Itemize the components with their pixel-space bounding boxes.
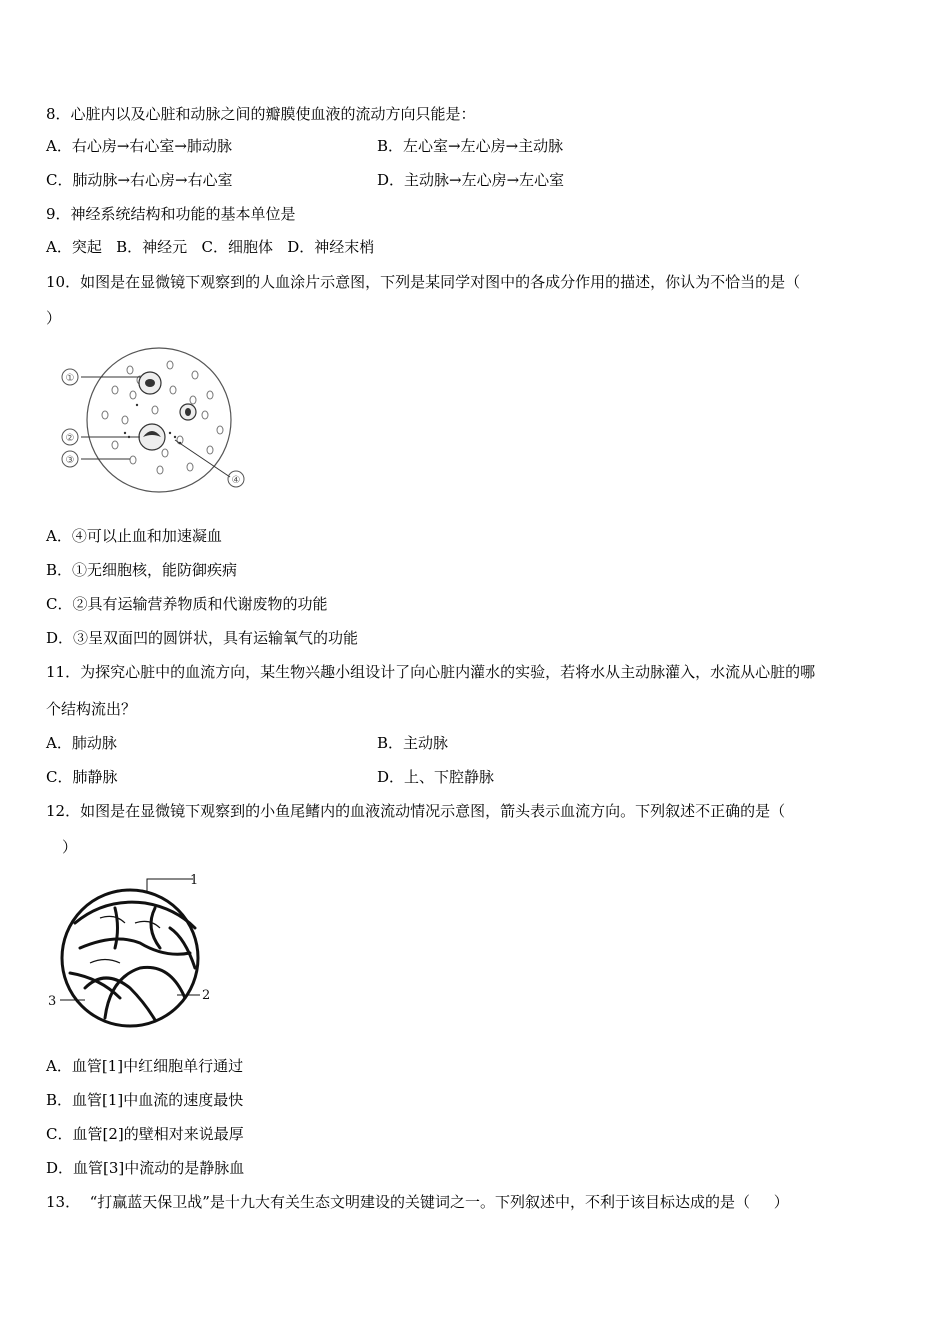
smear-label-1: ① <box>65 373 75 384</box>
q8-stem: 8．心脏内以及心脏和动脉之间的瓣膜使血液的流动方向只能是： <box>46 105 476 123</box>
q8-option-b: B．左心室→左心房→主动脉 <box>377 137 564 155</box>
q10-stem-line2: ） <box>46 309 62 327</box>
vessel-label-3: 3 <box>48 994 57 1009</box>
q11-stem-line1: 11．为探究心脏中的血流方向，某生物兴趣小组设计了向心脏内灌水的实验，若将水从主动脉灌入，水流从心脏的哪 <box>46 663 816 681</box>
smear-label-2: ② <box>65 433 75 444</box>
q11-option-d: D．上、下腔静脉 <box>377 768 495 786</box>
q11-option-b: B．主动脉 <box>377 734 449 752</box>
q13-stem: 13． “打赢蓝天保卫战”是十九大有关生态文明建设的关键词之一。下列叙述中，不利于该目标达成的是（ ） <box>46 1193 789 1211</box>
q12-stem-line1: 12．如图是在显微镜下观察到的小鱼尾鳍内的血液流动情况示意图，箭头表示血流方向。下列叙述不正确的是（ <box>46 802 786 820</box>
q10-option-a: A．④可以止血和加速凝血 <box>46 527 222 545</box>
q9-stem: 9．神经系统结构和功能的基本单位是 <box>46 205 296 223</box>
q10-stem-line1: 10．如图是在显微镜下观察到的人血涂片示意图，下列是某同学对图中的各成分作用的描述，你认为不恰当的是（ <box>46 273 801 291</box>
q10-option-c: C．②具有运输营养物质和代谢废物的功能 <box>46 595 328 613</box>
q10-option-d: D．③呈双面凹的圆饼状，具有运输氧气的功能 <box>46 629 359 647</box>
smear-label-3: ③ <box>65 455 75 466</box>
q11-stem-line2: 个结构流出？ <box>46 700 137 718</box>
vessel-label-2: 2 <box>202 988 211 1003</box>
q8-option-d: D．主动脉→左心房→左心室 <box>377 171 565 189</box>
q8-option-a: A．右心房→右心室→肺动脉 <box>46 137 232 155</box>
fish-tail-vessels-figure <box>45 868 215 1033</box>
q12-option-b: B．血管[1]中血流的速度最快 <box>46 1091 244 1109</box>
q8-option-c: C．肺动脉→右心房→右心室 <box>46 171 233 189</box>
q12-option-c: C．血管[2]的壁相对来说最厚 <box>46 1125 244 1143</box>
q12-option-a: A．血管[1]中红细胞单行通过 <box>46 1057 244 1075</box>
q12-option-d: D．血管[3]中流动的是静脉血 <box>46 1159 245 1177</box>
q9-options: A．突起 B．神经元 C．细胞体 D．神经末梢 <box>46 238 375 256</box>
blood-smear-figure <box>55 345 255 495</box>
q11-option-c: C．肺静脉 <box>46 768 118 786</box>
smear-label-4: ④ <box>231 475 241 486</box>
q11-option-a: A．肺动脉 <box>46 734 117 752</box>
vessel-label-1: 1 <box>190 873 199 888</box>
q12-stem-line2: ） <box>62 838 78 856</box>
q10-option-b: B．①无细胞核，能防御疾病 <box>46 561 238 579</box>
